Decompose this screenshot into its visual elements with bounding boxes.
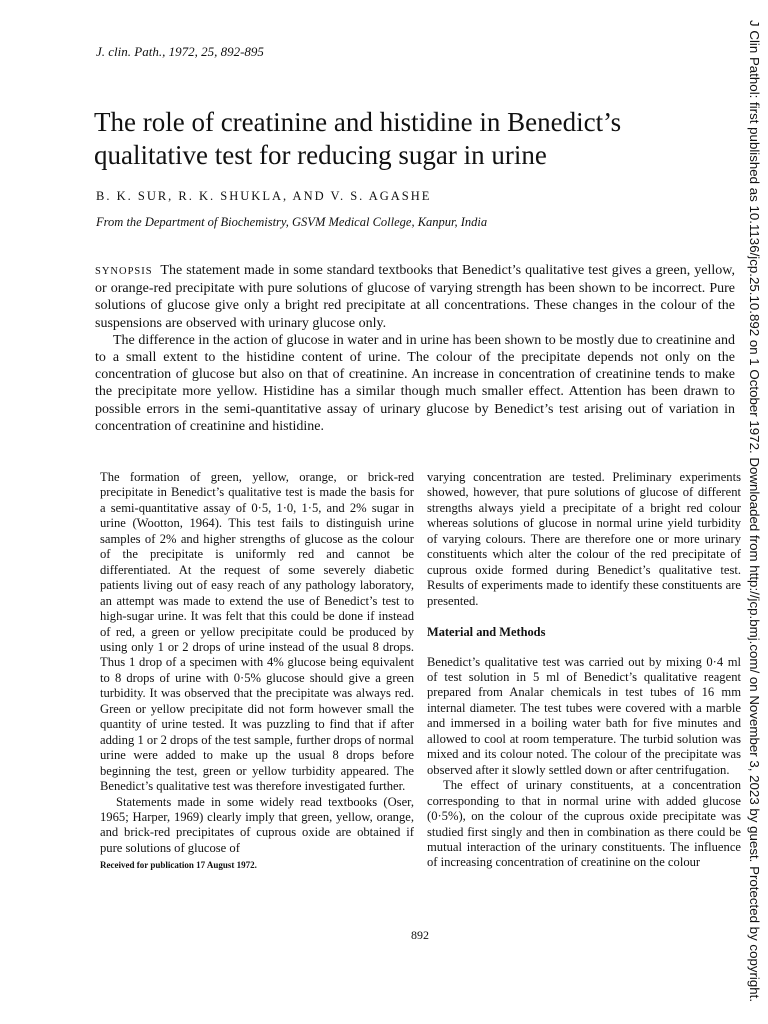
abstract-paragraph-2: The difference in the action of glucose in water and in urine has been shown to be mostly due to creatinine and to a small extent to the histidine content of urine. The colour of the precipitate depends not only on the concentration of glucose but also on that of creatinine. An increase in concentration of creatinine tends to make the precipitate more yellow. Histidine has a similar though much smaller effect. Attention has been drawn to possible errors in the semi-quantitative assay of urinary glucose by Benedict’s test arising out of variation in concentration of creatinine and histidine. — [95, 332, 735, 434]
abstract-text-1: The statement made in some standard textbooks that Benedict’s qualitative test gives a green, yellow, or orange-red precipitate with pure solutions of glucose of varying strength has been shown to be incorrect. Pure solutions of glucose give only a bright red precipitate at all concentrations. These changes in the colour of the suspensions are observed with urinary glucose only. — [95, 263, 735, 331]
journal-citation: J. clin. Path., 1972, 25, 892-895 — [96, 44, 264, 59]
body-paragraph: The formation of green, yellow, orange, or brick-red precipitate in Benedict’s qualitative test is made the basis for a semi-quantitative assay of 0·5, 1·0, 1·5, and 2% sugar in urine (Wootton, 1964). This test fails to distinguish urine samples of 2% and higher strengths of glucose as the colour of the precipitate is uniformly red and cannot be differentiated. At the request of some severely diabetic patients living out of easy reach of any pathology laboratory, an attempt was made to extend the use of Benedict’s test to high-sugar urine. It was felt that this could be done if instead of red, a green or yellow precipitate could be produced by using only 1 or 2 drops of urine instead of the usual 8 drops. Thus 1 drop of a specimen with 4% glucose being equivalent to 8 drops of urine with 0·5% glucose should give a green turbidity. It was observed that the precipitate was always red. Green or yellow precipitate did not form however small the quantity of urine tested. It was puzzling to find that if after adding 1 or 2 drops of the test sample, further drops of normal urine were added to make up the usual 8 drops before beginning the test, green or yellow turbidity appeared. The Benedict’s qualitative test was therefore investigated further. — [100, 470, 414, 794]
body-paragraph: The effect of urinary constituents, at a concentration corresponding to that in normal urine with added glucose (0·5%), on the colour of the cuprous oxide precipitate was studied first singly and then in combination as there could be mutual interaction of the urinary constituents. The influence of increasing concentration of creatinine on the colour — [427, 778, 741, 870]
body-paragraph: varying concentration are tested. Preliminary experiments showed, however, that pure solutions of glucose of different strengths always yield a precipitate of a bright red colour whereas solutions of glucose in normal urine yield turbidity of varying colours. There are therefore one or more urinary constituents which alter the colour of the red precipitate of cuprous oxide formed during Benedict’s qualitative test. Results of experiments made to identify these constituents are presented. — [427, 470, 741, 608]
copyright-sidebar: J Clin Pathol: first published as 10.1136/jcp.25.10.892 on 1 October 1972. Downloaded from http://jcp.bmj.com/ on November 3, 2023 by guest. Protected by copyright. — [747, 20, 762, 1003]
received-note: Received for publication 17 August 1972. — [100, 860, 257, 871]
affiliation: From the Department of Biochemistry, GSVM Medical College, Kanpur, India — [96, 215, 488, 229]
article-title: The role of creatinine and histidine in Benedict’s qualitative test for reducing sugar in urine — [94, 107, 622, 170]
page-number: 892 — [411, 928, 429, 942]
section-heading: Material and Methods — [427, 625, 546, 640]
synopsis-label: SYNOPSIS — [95, 266, 153, 277]
right-column — [427, 470, 741, 871]
left-column — [100, 470, 414, 874]
authors: B. K. SUR, R. K. SHUKLA, AND V. S. AGASHE — [96, 189, 432, 203]
body-paragraph: Benedict’s qualitative test was carried out by mixing 0·4 ml of test solution in 5 ml of Benedict’s qualitative reagent prepared from Analar chemicals in test tubes of 16 mm internal diameter. The test tubes were covered with a marble and immersed in a boiling water bath for five minutes and allowed to cool at room temperature. The turbid solution was mixed and its colour noted. The colour of the precipitate was observed after it slowly settled down or after centrifugation. — [427, 654, 741, 777]
abstract — [95, 262, 735, 435]
body-paragraph: Statements made in some widely read textbooks (Oser, 1965; Harper, 1969) clearly imply that green, yellow, orange, and brick-red precipitates of cuprous oxide are obtained if pure solutions of glucose of — [100, 794, 414, 855]
abstract-paragraph-1 — [95, 262, 735, 332]
